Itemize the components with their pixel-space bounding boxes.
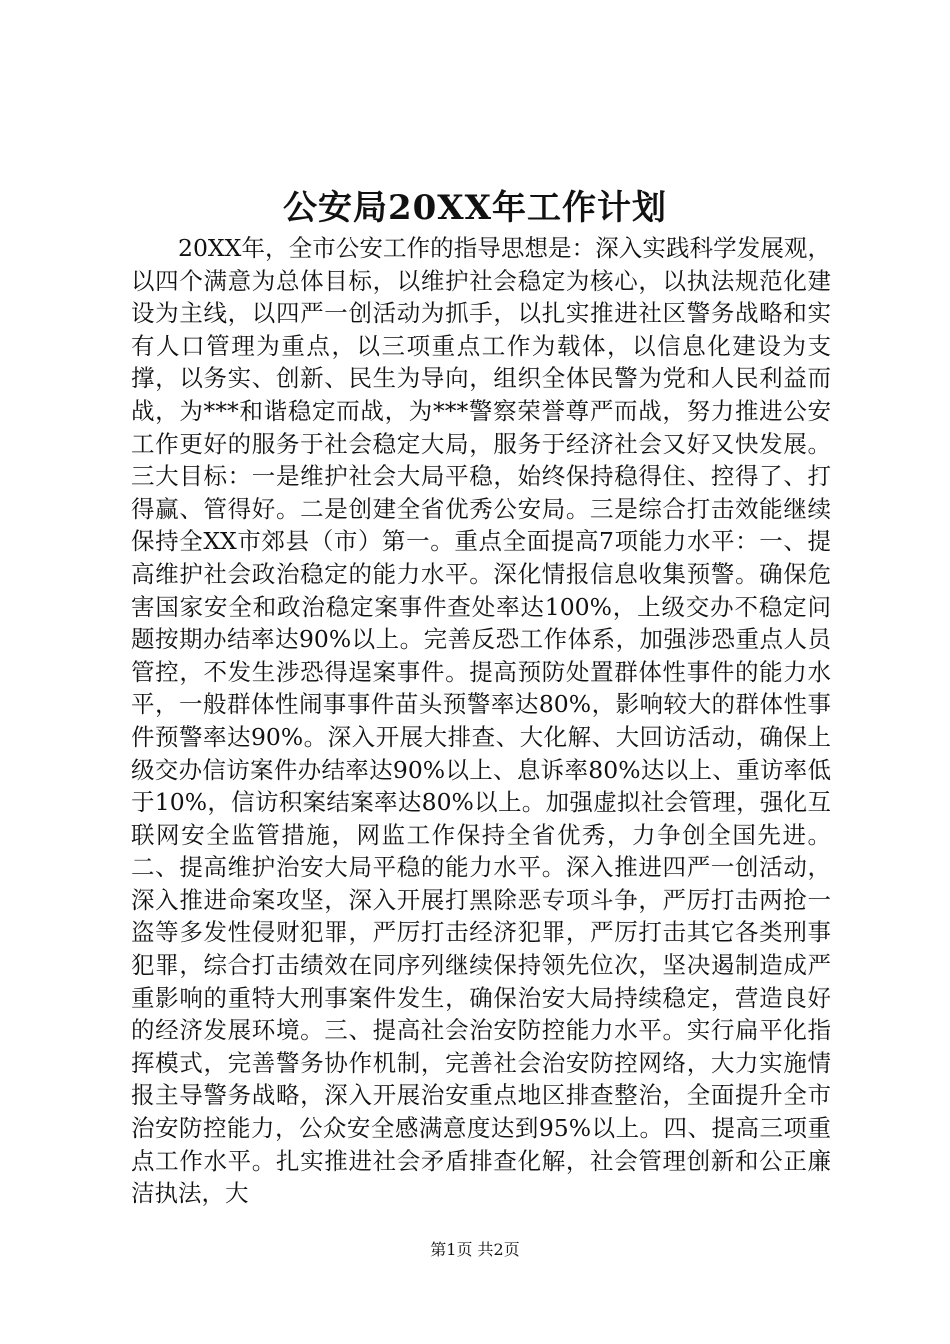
document-body-paragraph: 20XX年，全市公安工作的指导思想是：深入实践科学发展观，以四个满意为总体目标，以维护社会稳定为核心，以执法规范化建设为主线，以四严一创活动为抓手，以扎实推进社区警务战略和实有人口管理为重点，以三项重点工作为载体，以信息化建设为支撑，以务实、创新、民生为导向，组织全体民警为党和人民利益而战，为***和谐稳定而战，为***警察荣誉尊严而战，努力推进公安工作更好的服务于社会稳定大局，服务于经济社会又好又快发展。三大目标：一是维护社会大局平稳，始终保持稳得住、控得了、打得赢、管得好。二是创建全省优秀公安局。三是综合打击效能继续保持全XX市郊县（市）第一。重点全面提高7项能力水平：一、提高维护社会政治稳定的能力水平。深化情报信息收集预警。确保危害国家安全和政治稳定案事件查处率达100%，上级交办不稳定问题按期办结率达90%以上。完善反恐工作体系，加强涉恐重点人员管控，不发生涉恐得逞案事件。提高预防处置群体性事件的能力水平，一般群体性闹事事件苗头预警率达80%，影响较大的群体性事件预警率达90%。深入开展大排查、大化解、大回访活动，确保上级交办信访案件办结率达90%以上、息诉率80%达以上、重访率低于10%，信访积案结案率达80%以上。加强虚拟社会管理，强化互联网安全监管措施，网监工作保持全省优秀，力争创全国先进。二、提高维护治安大局平稳的能力水平。深入推进四严一创活动，深入推进命案攻坚，深入开展打黑除恶专项斗争，严厉打击两抢一盗等多发性侵财犯罪，严厉打击经济犯罪，严厉打击其它各类刑事犯罪，综合打击绩效在同序列继续保持领先位次，坚决遏制造成严重影响的重特大刑事案件发生，确保治安大局持续稳定，营造良好的经济发展环境。三、提高社会治安防控能力水平。实行扁平化指挥模式，完善警务协作机制，完善社会治安防控网络，大力实施情报主导警务战略，深入开展治安重点地区排查整治，全面提升全市治安防控能力，公众安全感满意度达到95%以上。四、提高三项重点工作水平。扎实推进社会矛盾排查化解，社会管理创新和公正廉洁执法，大 (131, 234, 831, 1208)
document-title: 公安局20XX年工作计划 (282, 188, 668, 228)
page-number-footer: 第1页 共2页 (430, 1240, 520, 1259)
